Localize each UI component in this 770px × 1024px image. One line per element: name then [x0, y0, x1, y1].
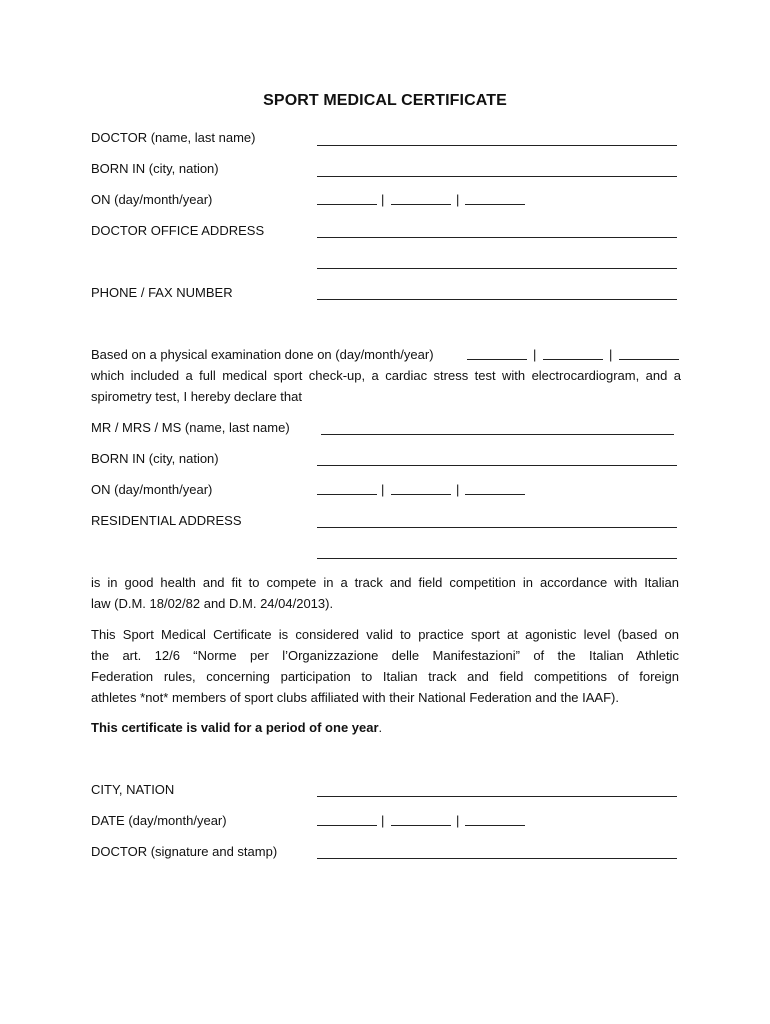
phone-fax-field[interactable]	[317, 299, 677, 300]
examination-date-field[interactable]	[467, 347, 682, 363]
athlete-born-in-field[interactable]	[317, 465, 677, 466]
residential-address-field-2[interactable]	[317, 558, 677, 559]
residential-address-field-1[interactable]	[317, 527, 677, 528]
declaration-line-2: which included a full medical sport check-up, a cardiac stress test with electrocardiogram, and a	[91, 368, 681, 383]
day-field[interactable]	[317, 204, 377, 205]
date-separator: |	[609, 347, 613, 362]
doctor-birthdate-label: ON (day/month/year)	[91, 192, 213, 207]
date-separator: |	[381, 192, 385, 207]
declaration-line-3: spirometry test, I hereby declare that	[91, 389, 302, 404]
city-nation-label: CITY, NATION	[91, 782, 175, 797]
year-field[interactable]	[465, 204, 525, 205]
athlete-birthdate-field[interactable]	[317, 482, 527, 498]
doctor-born-in-label: BORN IN (city, nation)	[91, 161, 219, 176]
validity-statement-line-1: This Sport Medical Certificate is considered valid to practice sport at agonistic level (based on	[91, 627, 679, 642]
year-field[interactable]	[465, 494, 525, 495]
athlete-name-label: MR / MRS / MS (name, last name)	[91, 420, 290, 435]
year-field[interactable]	[619, 359, 679, 360]
date-separator: |	[456, 813, 460, 828]
doctor-name-label: DOCTOR (name, last name)	[91, 130, 256, 145]
month-field[interactable]	[543, 359, 603, 360]
doctor-birthdate-field[interactable]	[317, 192, 527, 208]
residential-address-label: RESIDENTIAL ADDRESS	[91, 513, 242, 528]
validity-period-tail: .	[378, 720, 383, 735]
phone-fax-label: PHONE / FAX NUMBER	[91, 285, 233, 300]
health-statement-line-1: is in good health and fit to compete in a track and field competition in accordance with Italian	[91, 575, 679, 590]
city-nation-field[interactable]	[317, 796, 677, 797]
date-separator: |	[456, 482, 460, 497]
date-separator: |	[381, 813, 385, 828]
doctor-office-address-field-1[interactable]	[317, 237, 677, 238]
validity-statement-line-4: athletes *not* members of sport clubs affiliated with their National Federation and the IAAF).	[91, 690, 619, 705]
signature-date-field[interactable]	[317, 813, 527, 829]
day-field[interactable]	[467, 359, 527, 360]
athlete-birthdate-label: ON (day/month/year)	[91, 482, 213, 497]
validity-statement-line-2: the art. 12/6 “Norme per l’Organizzazione delle Manifestazioni” of the Italian Athletic	[91, 648, 679, 663]
day-field[interactable]	[317, 825, 377, 826]
month-field[interactable]	[391, 825, 451, 826]
signature-date-label: DATE (day/month/year)	[91, 813, 227, 828]
date-separator: |	[381, 482, 385, 497]
health-statement-line-2: law (D.M. 18/02/82 and D.M. 24/04/2013).	[91, 596, 334, 611]
doctor-office-address-field-2[interactable]	[317, 268, 677, 269]
year-field[interactable]	[465, 825, 525, 826]
doctor-name-field[interactable]	[317, 145, 677, 146]
validity-period-bold: This certificate is valid for a period of one year	[91, 720, 379, 735]
date-separator: |	[533, 347, 537, 362]
doctor-office-address-label: DOCTOR OFFICE ADDRESS	[91, 223, 265, 238]
date-separator: |	[456, 192, 460, 207]
validity-period	[91, 720, 382, 736]
page-title: SPORT MEDICAL CERTIFICATE	[263, 92, 507, 109]
athlete-name-field[interactable]	[321, 434, 674, 435]
day-field[interactable]	[317, 494, 377, 495]
month-field[interactable]	[391, 204, 451, 205]
doctor-born-in-field[interactable]	[317, 176, 677, 177]
doctor-signature-label: DOCTOR (signature and stamp)	[91, 844, 278, 859]
month-field[interactable]	[391, 494, 451, 495]
validity-statement-line-3: Federation rules, concerning participation to Italian track and field competitions of foreign	[91, 669, 679, 684]
athlete-born-in-label: BORN IN (city, nation)	[91, 451, 219, 466]
doctor-signature-field[interactable]	[317, 858, 677, 859]
declaration-line-1: Based on a physical examination done on (day/month/year)	[91, 347, 434, 362]
